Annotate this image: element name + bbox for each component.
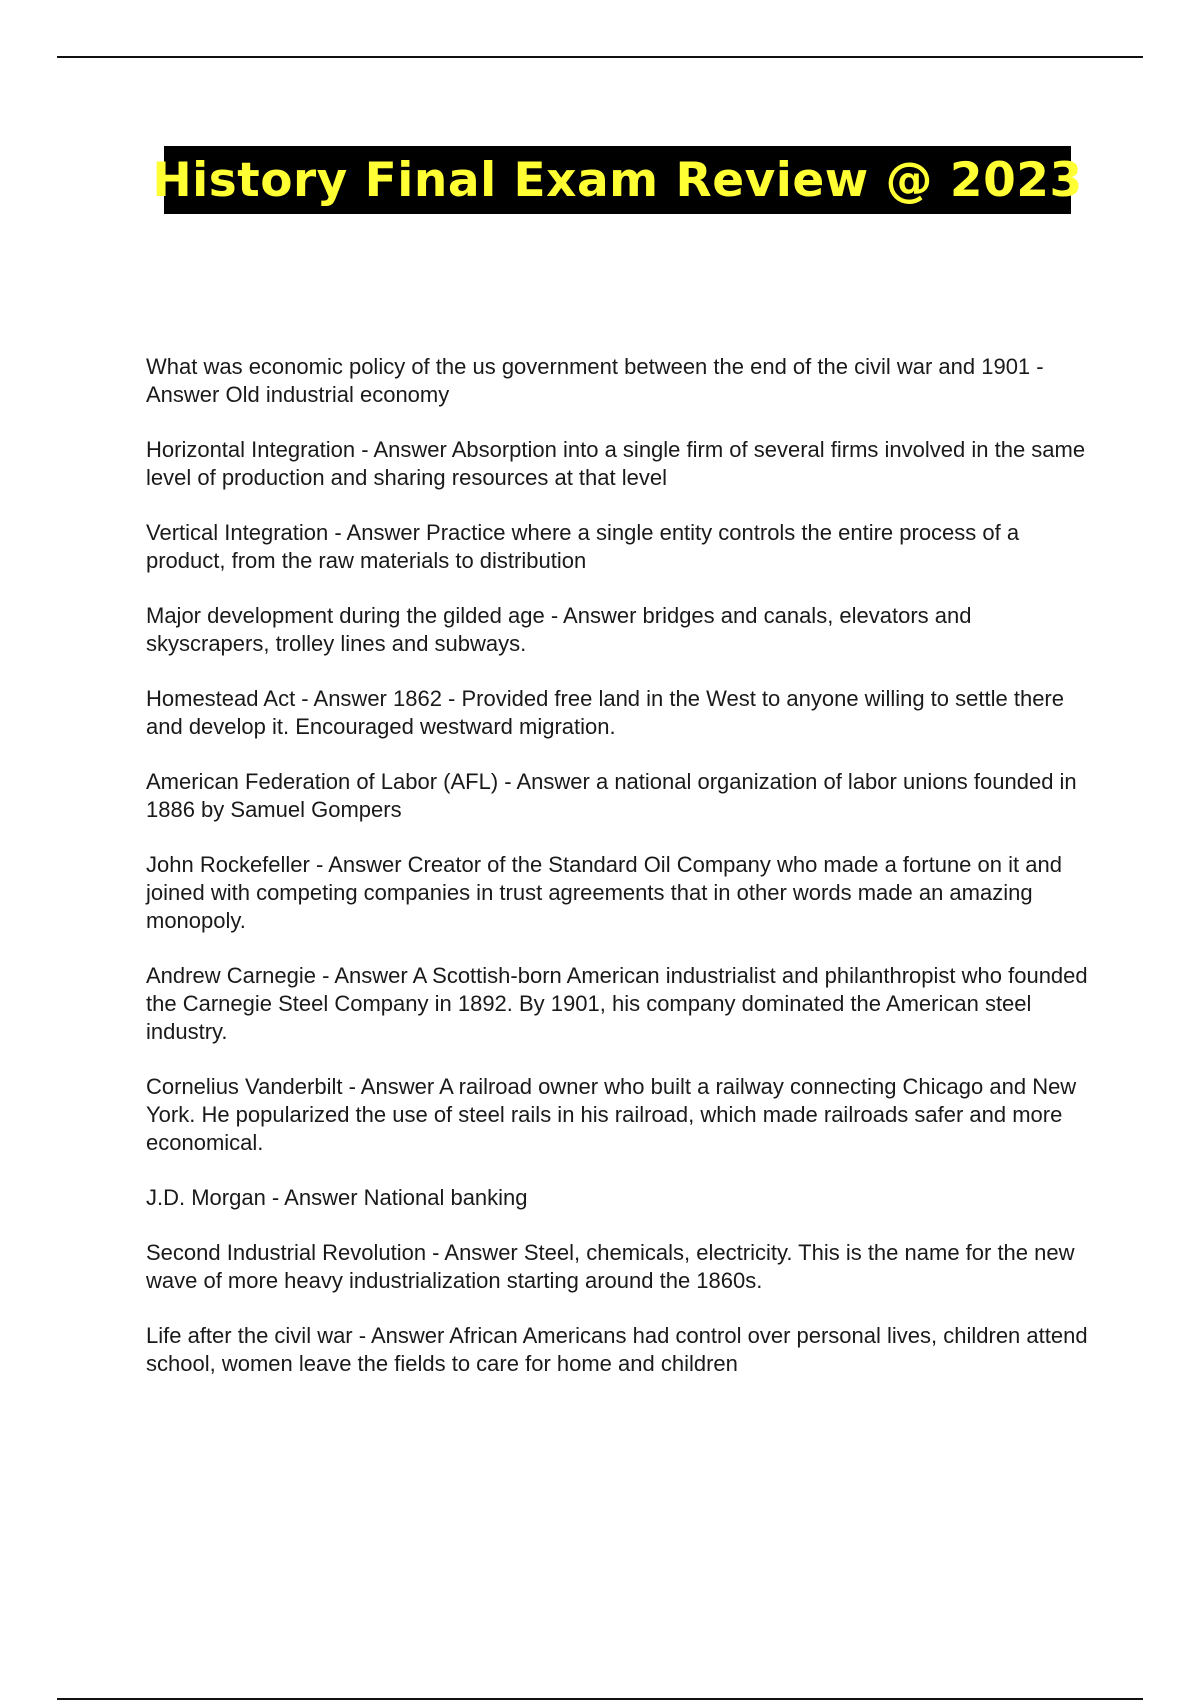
title-banner <box>152 146 1083 214</box>
header-rule <box>57 56 1143 58</box>
qa-item-life-after-civil-war: Life after the civil war - Answer African Americans had control over personal lives, children attend school, women leave the fields to care for home and children <box>146 1323 1088 1376</box>
qa-item-homestead-act: Homestead Act - Answer 1862 - Provided free land in the West to anyone willing to settle there and develop it. Encouraged westward migration. <box>146 686 1064 739</box>
page-title: History Final Exam Review @ 2023 <box>152 152 1083 208</box>
qa-item-morgan: J.D. Morgan - Answer National banking <box>146 1185 528 1210</box>
qa-item-afl: American Federation of Labor (AFL) - Answer a national organization of labor unions founded in 1886 by Samuel Gompers <box>146 769 1077 822</box>
qa-item-gilded-age: Major development during the gilded age - Answer bridges and canals, elevators and skyscrapers, trolley lines and subways. <box>146 603 972 656</box>
qa-item-vertical-integration: Vertical Integration - Answer Practice where a single entity controls the entire process of a product, from the raw materials to distribution <box>146 520 1020 573</box>
qa-item-horizontal-integration: Horizontal Integration - Answer Absorption into a single firm of several firms involved in the same level of production and sharing resources at that level <box>146 437 1086 490</box>
qa-item-carnegie: Andrew Carnegie - Answer A Scottish-born American industrialist and philanthropist who founded the Carnegie Steel Company in 1892. By 1901, his company dominated the American steel industry. <box>146 963 1088 1044</box>
qa-item-second-industrial-revolution: Second Industrial Revolution - Answer Steel, chemicals, electricity. This is the name for the new wave of more heavy industrialization starting around the 1860s. <box>146 1240 1075 1293</box>
qa-item-rockefeller: John Rockefeller - Answer Creator of the Standard Oil Company who made a fortune on it and joined with competing companies in trust agreements that in other words made an amazing monopoly. <box>146 852 1062 933</box>
qa-list <box>146 353 1096 1405</box>
qa-item-economic-policy: What was economic policy of the us government between the end of the civil war and 1901 - Answer Old industrial economy <box>146 354 1044 407</box>
qa-item-vanderbilt: Cornelius Vanderbilt - Answer A railroad owner who built a railway connecting Chicago and New York. He popularized the use of steel rails in his railroad, which made railroads safer and more economical. <box>146 1074 1077 1155</box>
